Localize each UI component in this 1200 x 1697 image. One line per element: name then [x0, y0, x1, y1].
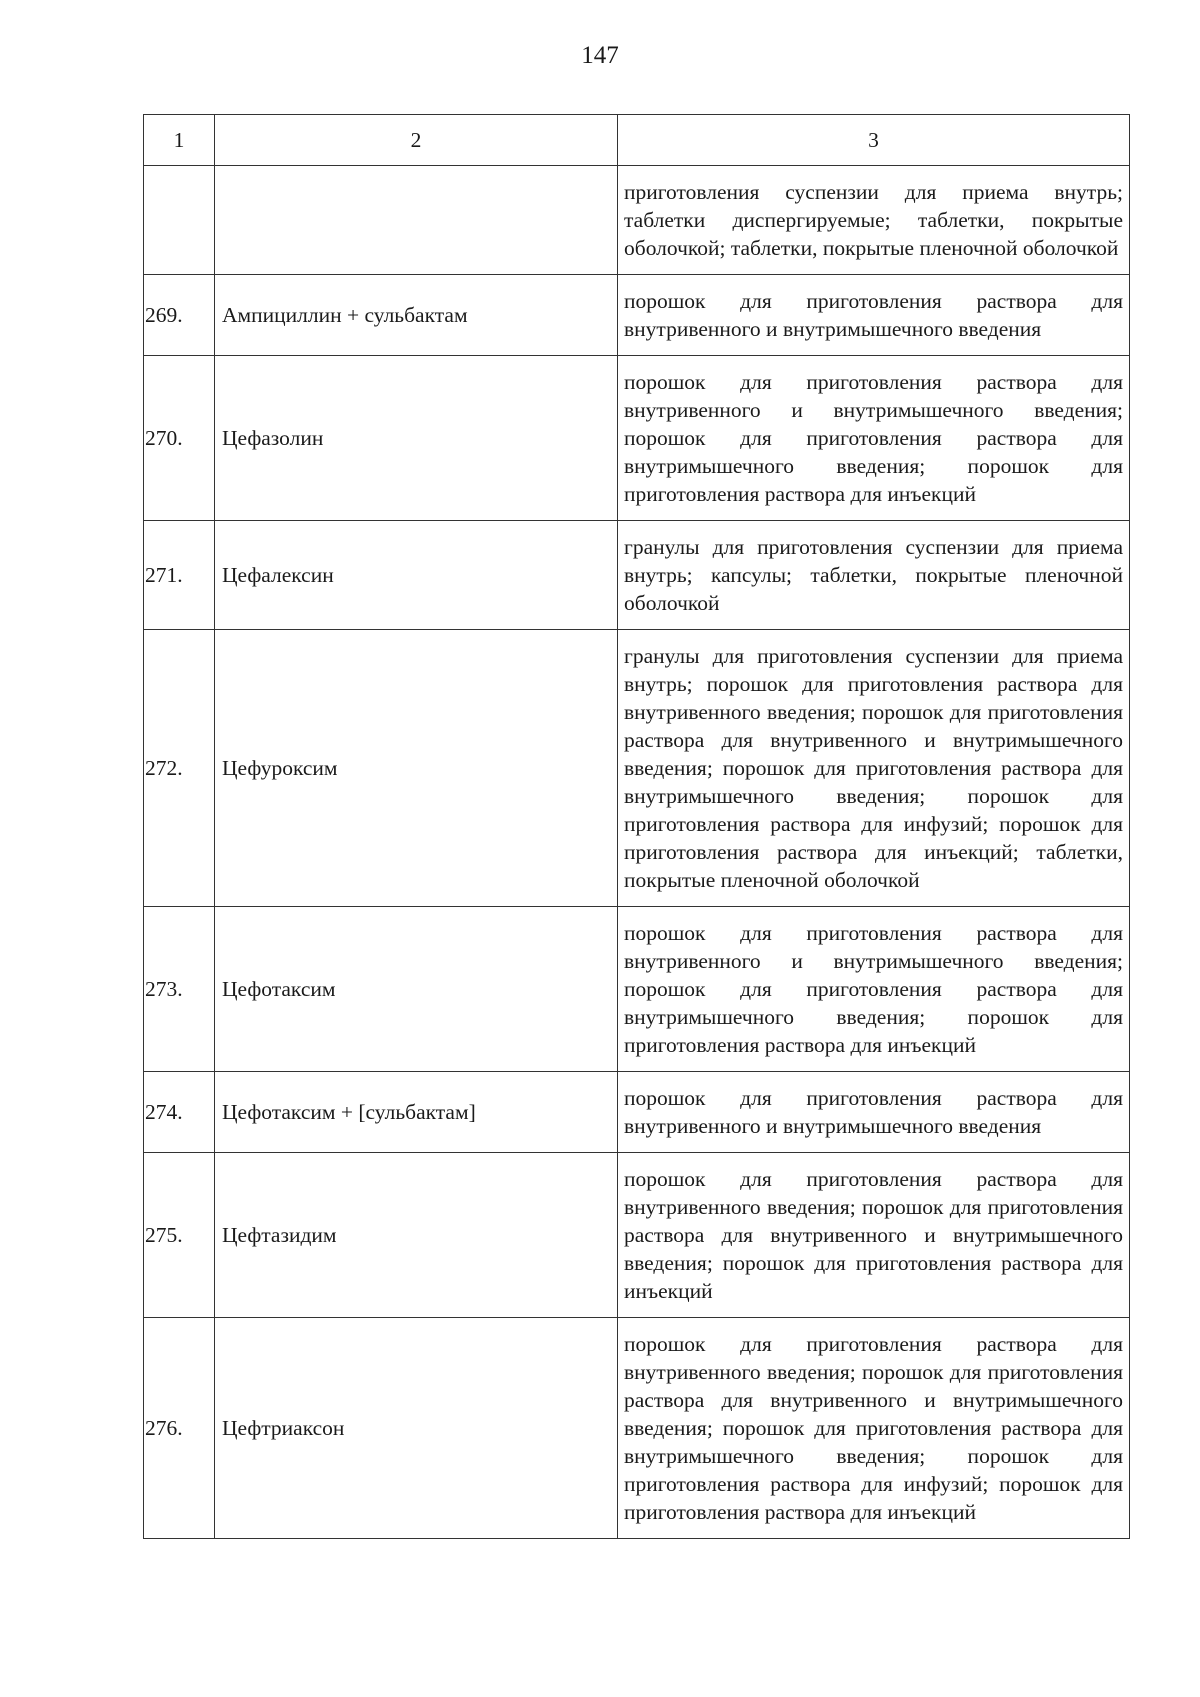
row-number: 274. — [144, 1072, 215, 1153]
header-col-2: 2 — [215, 115, 618, 166]
header-row — [144, 115, 1130, 166]
dosage-form: приготовления суспензии для приема внутрь; таблетки диспергируемые; таблетки, покрытые оболочкой; таблетки, покрытые пленочной оболочкой — [618, 166, 1130, 275]
dosage-form: порошок для приготовления раствора для внутривенного и внутримышечного введения; порошок для приготовления раствора для внутримышечного введения; порошок для приготовления раствора для инъекций — [618, 356, 1130, 521]
table-row — [144, 521, 1130, 630]
table-row — [144, 1072, 1130, 1153]
dosage-form: порошок для приготовления раствора для внутривенного и внутримышечного введения — [618, 275, 1130, 356]
drug-name: Цефотаксим + [сульбактам] — [215, 1072, 618, 1153]
dosage-form: гранулы для приготовления суспензии для приема внутрь; порошок для приготовления раствора для внутривенного введения; порошок для приготовления раствора для внутривенного и внутримышечного введения; порошок для приготовления раствора для внутримышечного введения; порошок для приготовления раствора для инфузий; порошок для приготовления раствора для инъекций; таблетки, покрытые пленочной оболочкой — [618, 630, 1130, 907]
drug-name: Цефтриаксон — [215, 1318, 618, 1539]
header-col-1: 1 — [144, 115, 215, 166]
drug-name: Цефуроксим — [215, 630, 618, 907]
table-body — [144, 166, 1130, 1539]
drug-name: Цефалексин — [215, 521, 618, 630]
dosage-form: гранулы для приготовления суспензии для приема внутрь; капсулы; таблетки, покрытые пленочной оболочкой — [618, 521, 1130, 630]
row-number: 275. — [144, 1153, 215, 1318]
dosage-form: порошок для приготовления раствора для внутривенного введения; порошок для приготовления раствора для внутривенного и внутримышечного введения; порошок для приготовления раствора для инъекций — [618, 1153, 1130, 1318]
page-number: 147 — [581, 42, 619, 69]
row-number — [144, 166, 215, 275]
row-number: 276. — [144, 1318, 215, 1539]
header-col-3: 3 — [618, 115, 1130, 166]
drug-table — [143, 114, 1130, 1539]
row-number: 271. — [144, 521, 215, 630]
table-row — [144, 275, 1130, 356]
table-row — [144, 356, 1130, 521]
drug-name: Цефазолин — [215, 356, 618, 521]
table-row — [144, 907, 1130, 1072]
table-row — [144, 630, 1130, 907]
table-row — [144, 1153, 1130, 1318]
row-number: 272. — [144, 630, 215, 907]
row-number: 269. — [144, 275, 215, 356]
row-number: 273. — [144, 907, 215, 1072]
row-number: 270. — [144, 356, 215, 521]
drug-name — [215, 166, 618, 275]
dosage-form: порошок для приготовления раствора для внутривенного и внутримышечного введения; порошок для приготовления раствора для внутримышечного введения; порошок для приготовления раствора для инъекций — [618, 907, 1130, 1072]
table-row — [144, 1318, 1130, 1539]
table-header — [144, 115, 1130, 166]
drug-name: Цефтазидим — [215, 1153, 618, 1318]
drug-name: Ампициллин + сульбактам — [215, 275, 618, 356]
table-row — [144, 166, 1130, 275]
dosage-form: порошок для приготовления раствора для внутривенного введения; порошок для приготовления раствора для внутривенного и внутримышечного введения; порошок для приготовления раствора для внутримышечного введения; порошок для приготовления раствора для инфузий; порошок для приготовления раствора для инъекций — [618, 1318, 1130, 1539]
dosage-form: порошок для приготовления раствора для внутривенного и внутримышечного введения — [618, 1072, 1130, 1153]
drug-name: Цефотаксим — [215, 907, 618, 1072]
